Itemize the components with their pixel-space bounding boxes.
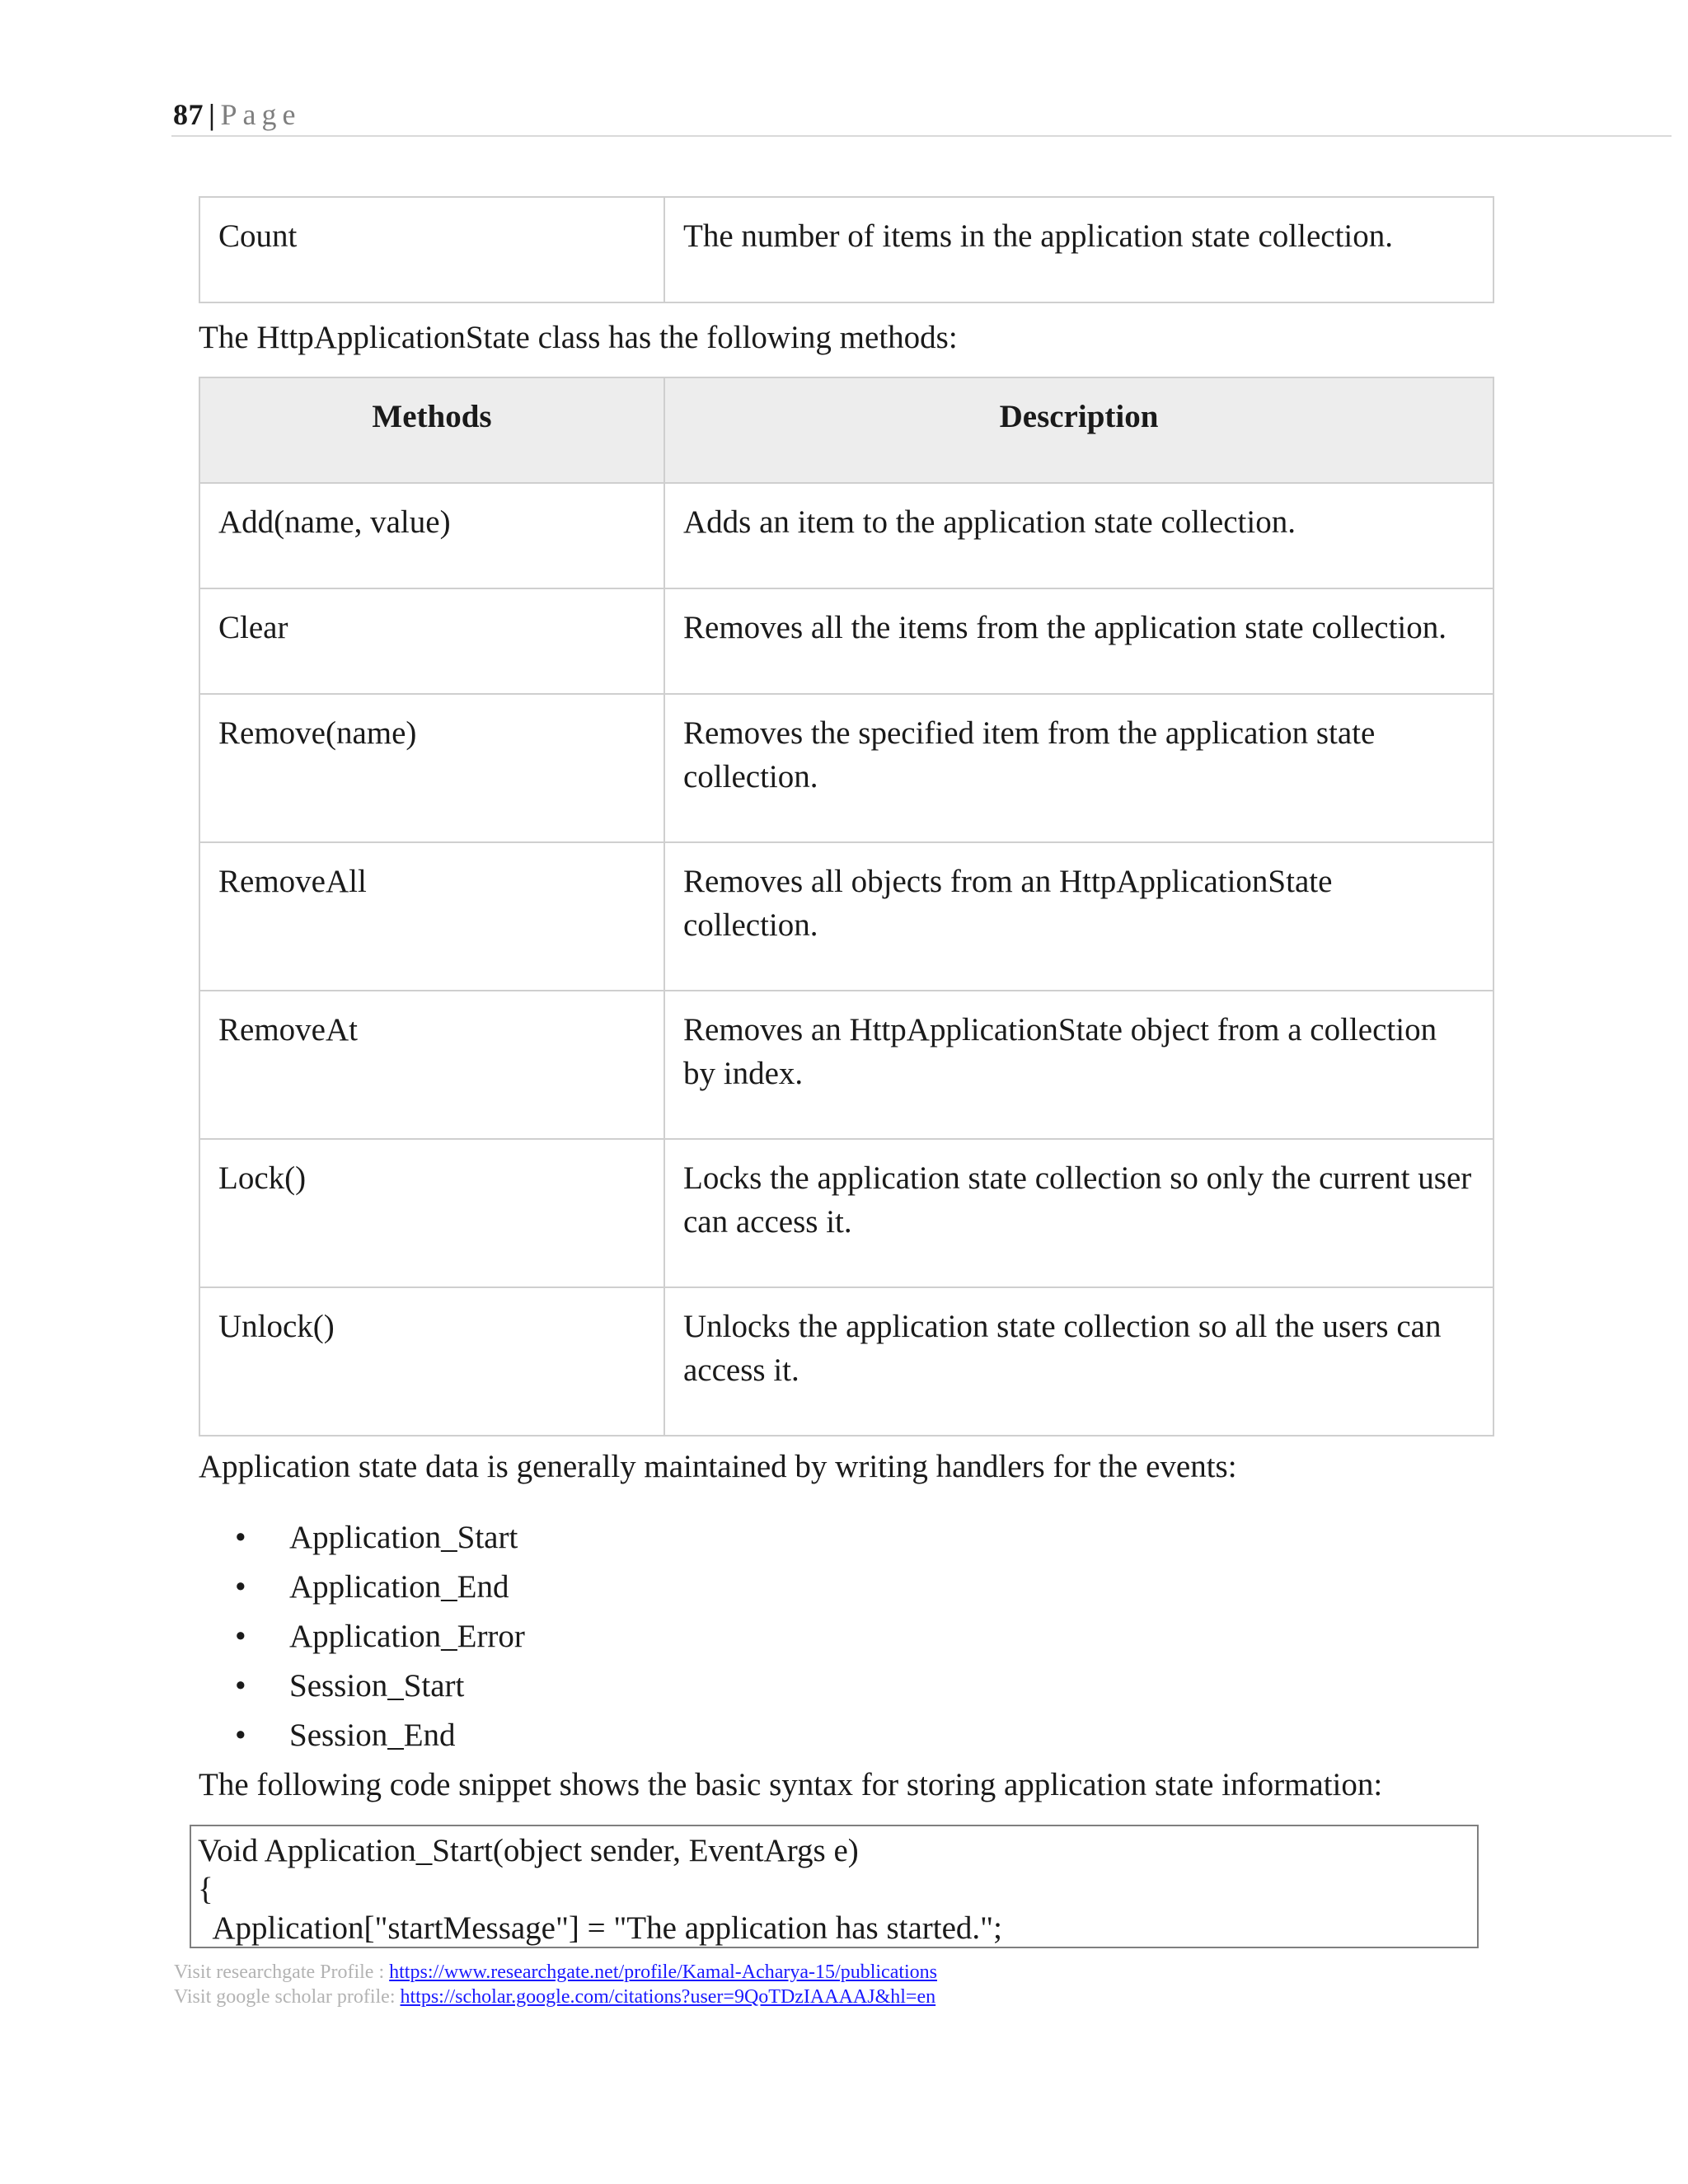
page-label: Page <box>220 98 302 131</box>
list-item <box>199 1661 525 1711</box>
method-name: Lock() <box>199 1139 664 1287</box>
list-item <box>199 1711 525 1760</box>
bullet-icon: • <box>235 1668 246 1704</box>
list-item <box>199 1563 525 1612</box>
property-description: The number of items in the application state collection. <box>664 197 1493 302</box>
table-row <box>199 842 1493 991</box>
table-row <box>199 588 1493 694</box>
method-name: Unlock() <box>199 1287 664 1436</box>
table-header-row <box>199 377 1493 483</box>
bullet-icon: • <box>235 1569 246 1605</box>
code-intro: The following code snippet shows the basic syntax for storing application state information: <box>199 1767 1383 1802</box>
header-separator: | <box>209 98 216 131</box>
column-header-description: Description <box>664 377 1493 483</box>
method-description: Removes all objects from an HttpApplicationState collection. <box>664 842 1493 991</box>
event-name: Application_End <box>289 1569 509 1605</box>
scholar-link[interactable]: https://scholar.google.com/citations?user=9QoTDzIAAAAJ&hl=en <box>400 1986 936 2008</box>
method-name: Remove(name) <box>199 694 664 842</box>
researchgate-link[interactable]: https://www.researchgate.net/profile/Kamal-Acharya-15/publications <box>389 1961 938 1983</box>
footer-scholar <box>174 1986 935 2008</box>
table-row <box>199 991 1493 1139</box>
method-name: RemoveAll <box>199 842 664 991</box>
scholar-label: Visit google scholar profile: <box>174 1986 401 2008</box>
bullet-icon: • <box>235 1718 246 1753</box>
list-item <box>199 1513 525 1563</box>
method-description: Unlocks the application state collection so all the users can access it. <box>664 1287 1493 1436</box>
method-name: RemoveAt <box>199 991 664 1139</box>
property-name: Count <box>199 197 664 302</box>
event-name: Application_Start <box>289 1520 518 1555</box>
event-name: Session_Start <box>289 1668 465 1704</box>
events-list <box>199 1513 525 1760</box>
method-description: Adds an item to the application state collection. <box>664 483 1493 588</box>
methods-intro: The HttpApplicationState class has the following methods: <box>199 320 958 355</box>
list-item <box>199 1612 525 1661</box>
method-description: Removes the specified item from the application state collection. <box>664 694 1493 842</box>
table-row <box>199 197 1493 302</box>
events-intro: Application state data is generally maintained by writing handlers for the events: <box>199 1449 1237 1484</box>
code-line: Void Application_Start(object sender, EventArgs e) <box>198 1833 859 1868</box>
table-row <box>199 483 1493 588</box>
method-description: Locks the application state collection so only the current user can access it. <box>664 1139 1493 1287</box>
page-header <box>173 97 301 132</box>
column-header-methods: Methods <box>199 377 664 483</box>
method-name: Add(name, value) <box>199 483 664 588</box>
researchgate-label: Visit researchgate Profile : <box>174 1961 390 1983</box>
method-description: Removes an HttpApplicationState object from a collection by index. <box>664 991 1493 1139</box>
page-number: 87 <box>173 98 204 131</box>
properties-table <box>199 196 1494 303</box>
table-row <box>199 694 1493 842</box>
table-row <box>199 1139 1493 1287</box>
code-snippet <box>190 1825 1479 1948</box>
method-name: Clear <box>199 588 664 694</box>
event-name: Application_Error <box>289 1619 525 1654</box>
code-line: Application["startMessage"] = "The application has started."; <box>198 1910 1002 1946</box>
code-line: { <box>198 1872 213 1907</box>
method-description: Removes all the items from the application state collection. <box>664 588 1493 694</box>
header-rule <box>171 135 1672 137</box>
event-name: Session_End <box>289 1718 456 1753</box>
table-row <box>199 1287 1493 1436</box>
methods-table <box>199 377 1494 1436</box>
bullet-icon: • <box>235 1520 246 1555</box>
footer-researchgate <box>174 1961 937 1984</box>
bullet-icon: • <box>235 1619 246 1654</box>
